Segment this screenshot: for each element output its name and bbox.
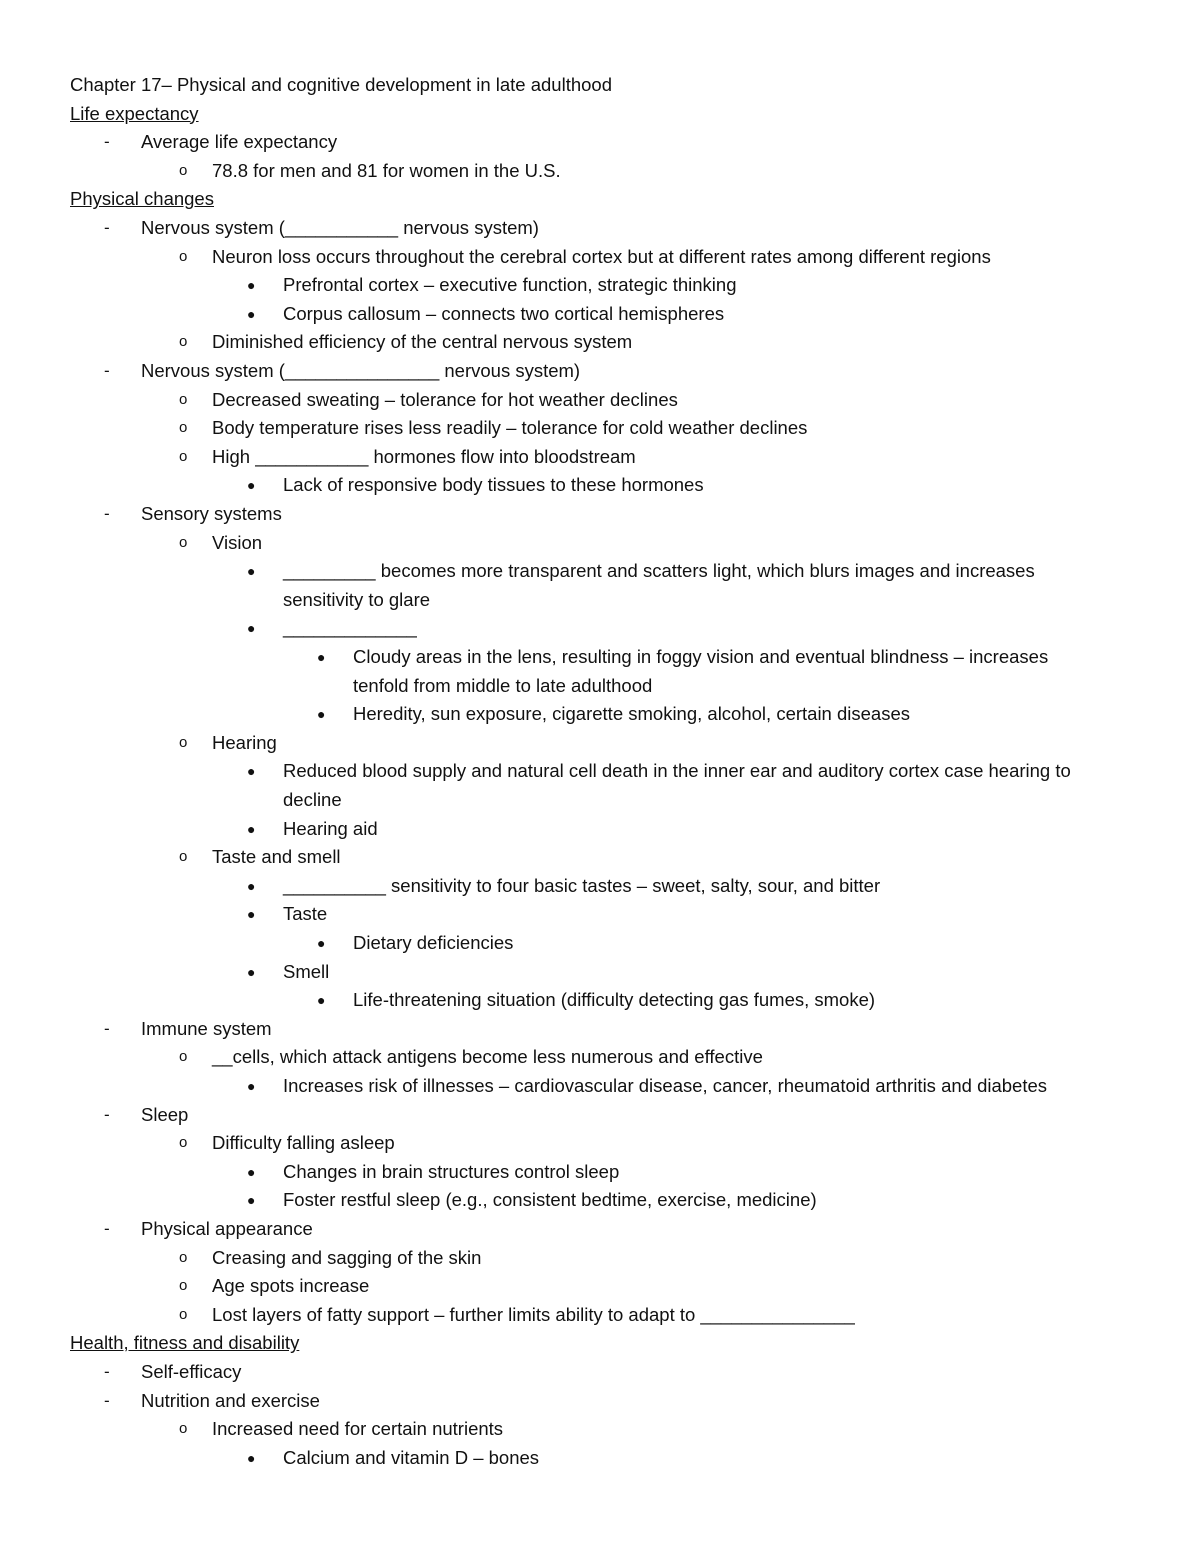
list-item: Lost layers of fatty support – further limits ability to adapt to _______________ — [212, 1303, 855, 1325]
list-item: Nutrition and exercise — [141, 1389, 320, 1411]
bullet-icon: ● — [247, 1078, 256, 1094]
list-item: Immune system — [141, 1017, 272, 1039]
dash-marker: - — [104, 361, 110, 380]
list-item: Nervous system (_______________ nervous system) — [141, 360, 581, 381]
list-item: Diminished efficiency of the central nervous system — [212, 331, 633, 353]
list-item: Hearing — [212, 731, 277, 753]
list-item: _____________ — [283, 617, 417, 639]
list-item: Difficulty falling asleep — [212, 1132, 395, 1154]
list-item: Body temperature rises less readily – tolerance for cold weather declines — [212, 417, 808, 439]
circle-bullet-icon: o — [179, 1420, 188, 1438]
list-item-continuation: tenfold from middle to late adulthood — [353, 674, 653, 696]
bullet-icon: ● — [317, 706, 326, 723]
list-item: Sensory systems — [141, 503, 282, 524]
circle-bullet-icon: o — [179, 247, 188, 265]
circle-bullet-icon: o — [179, 1305, 188, 1323]
bullet-icon: ● — [247, 1163, 256, 1180]
circle-bullet-icon: o — [179, 848, 188, 866]
list-item: Decreased sweating – tolerance for hot weather declines — [212, 388, 678, 410]
circle-bullet-icon: o — [179, 419, 188, 437]
list-item: High ___________ hormones flow into bloodstream — [212, 445, 636, 467]
circle-bullet-icon: o — [179, 1248, 188, 1266]
list-item: Cloudy areas in the lens, resulting in foggy vision and eventual blindness – increases — [353, 646, 1049, 667]
list-item: Physical appearance — [141, 1218, 313, 1239]
list-item: Average life expectancy — [141, 131, 338, 153]
list-item: Prefrontal cortex – executive function, strategic thinking — [283, 274, 737, 296]
bullet-icon: ● — [247, 906, 256, 923]
bullet-icon: ● — [247, 305, 256, 322]
circle-bullet-icon: o — [179, 333, 188, 351]
list-item: Changes in brain structures control sleep — [283, 1160, 620, 1182]
list-item: Increased need for certain nutrients — [212, 1418, 504, 1440]
list-item: Smell — [283, 960, 330, 982]
list-item: Lack of responsive body tissues to these hormones — [283, 474, 704, 496]
dash-marker: - — [104, 1018, 110, 1038]
list-item: Corpus callosum – connects two cortical hemispheres — [283, 302, 725, 324]
list-item: Nervous system (___________ nervous system) — [141, 217, 539, 238]
bullet-icon: ● — [317, 649, 326, 665]
bullet-icon: ● — [247, 1192, 256, 1209]
circle-bullet-icon: o — [179, 390, 188, 408]
bullet-icon: ● — [247, 620, 256, 637]
dash-marker: - — [104, 132, 110, 152]
bullet-icon: ● — [247, 763, 256, 780]
dash-marker: - — [104, 218, 110, 237]
list-item: Dietary deficiencies — [353, 932, 514, 953]
circle-bullet-icon: o — [179, 733, 188, 751]
circle-bullet-icon: o — [179, 1048, 188, 1066]
list-item: Reduced blood supply and natural cell death in the inner ear and auditory cortex case hearing to — [283, 760, 1071, 782]
circle-bullet-icon: o — [179, 1277, 188, 1295]
circle-bullet-icon: o — [179, 447, 188, 465]
dash-marker: - — [104, 504, 110, 523]
list-item: Taste and smell — [212, 846, 341, 868]
section-heading: Physical changes — [70, 188, 214, 210]
page-title: Chapter 17– Physical and cognitive development in late adulthood — [70, 74, 613, 95]
dash-marker: - — [104, 1219, 110, 1238]
list-item: 78.8 for men and 81 for women in the U.S. — [212, 159, 561, 181]
list-item: Age spots increase — [212, 1275, 370, 1297]
bullet-icon: ● — [247, 877, 256, 894]
bullet-icon: ● — [247, 563, 256, 580]
list-item: Life-threatening situation (difficulty detecting gas fumes, smoke) — [353, 989, 876, 1011]
list-item: Heredity, sun exposure, cigarette smoking, alcohol, certain diseases — [353, 703, 910, 725]
list-item: Taste — [283, 903, 328, 925]
circle-bullet-icon: o — [179, 1134, 188, 1152]
circle-bullet-icon: o — [179, 161, 188, 179]
section-heading: Health, fitness and disability — [70, 1332, 300, 1354]
section-heading: Life expectancy — [70, 102, 199, 124]
list-item: __cells, which attack antigens become less numerous and effective — [212, 1046, 763, 1068]
dash-marker: - — [104, 1362, 110, 1381]
bullet-icon: ● — [247, 277, 256, 294]
list-item: Self-efficacy — [141, 1361, 242, 1382]
bullet-icon: ● — [247, 820, 256, 837]
list-item-continuation: sensitivity to glare — [283, 588, 431, 610]
list-item: Vision — [212, 531, 263, 553]
list-item: Hearing aid — [283, 817, 378, 839]
list-item: Neuron loss occurs throughout the cerebral cortex but at different rates among different regions — [212, 245, 991, 267]
list-item: Creasing and sagging of the skin — [212, 1246, 482, 1268]
list-item-continuation: decline — [283, 789, 342, 810]
list-item: Sleep — [141, 1103, 189, 1125]
bullet-icon: ● — [247, 477, 256, 494]
bullet-icon: ● — [317, 935, 326, 951]
list-item: __________ sensitivity to four basic tastes – sweet, salty, sour, and bitter — [283, 874, 881, 896]
list-item: Calcium and vitamin D – bones — [283, 1446, 540, 1468]
bullet-icon: ● — [247, 963, 256, 980]
dash-marker: - — [104, 1390, 110, 1410]
circle-bullet-icon: o — [179, 533, 188, 551]
dash-marker: - — [104, 1104, 110, 1124]
list-item: Foster restful sleep (e.g., consistent bedtime, exercise, medicine) — [283, 1189, 817, 1211]
bullet-icon: ● — [317, 992, 326, 1009]
list-item: Increases risk of illnesses – cardiovascular disease, cancer, rheumatoid arthritis and diabetes — [283, 1075, 1048, 1096]
bullet-icon: ● — [247, 1449, 256, 1466]
list-item: _________ becomes more transparent and scatters light, which blurs images and increases — [283, 560, 1035, 582]
